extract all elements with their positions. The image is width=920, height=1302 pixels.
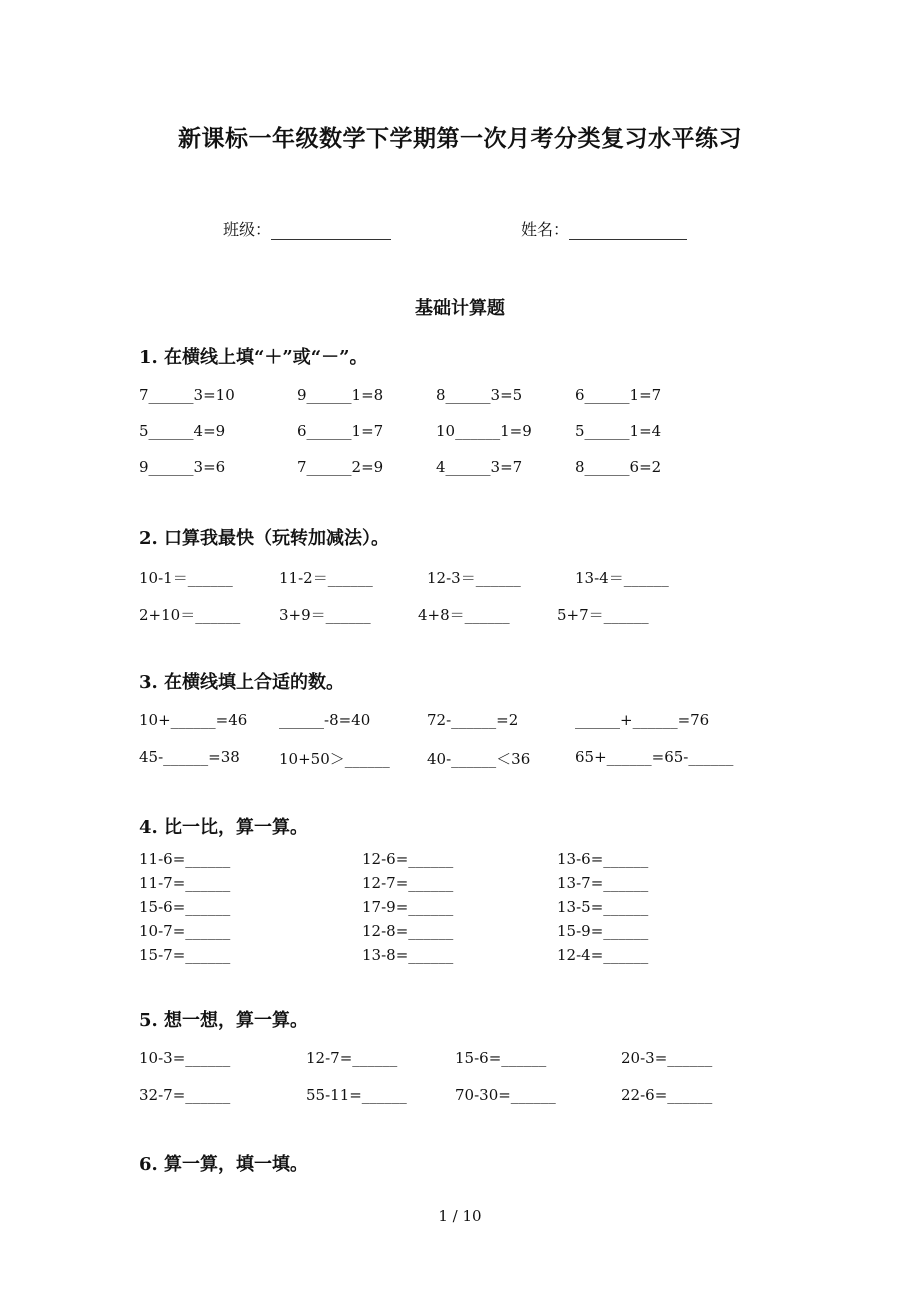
- question-3-title: 3. 在横线填上合适的数。: [139, 672, 345, 693]
- q3-item[interactable]: 10+50＞______: [279, 750, 390, 768]
- q2-item[interactable]: 3+9＝______: [279, 606, 371, 624]
- q1-item[interactable]: 8______3=5: [436, 386, 523, 404]
- q5-item[interactable]: 10-3=______: [139, 1049, 231, 1067]
- q3-item[interactable]: 45-______=38: [139, 748, 240, 766]
- q2-item[interactable]: 2+10＝______: [139, 606, 241, 624]
- q4-item[interactable]: 13-6=______: [557, 850, 649, 868]
- q4-item[interactable]: 15-9=______: [557, 922, 649, 940]
- q4-item[interactable]: 17-9=______: [362, 898, 454, 916]
- q2-item[interactable]: 13-4＝______: [575, 569, 669, 587]
- q2-item[interactable]: 11-2＝______: [279, 569, 373, 587]
- q1-item[interactable]: 5______1=4: [575, 422, 662, 440]
- q5-item[interactable]: 32-7=______: [139, 1086, 231, 1104]
- q4-item[interactable]: 15-6=______: [139, 898, 231, 916]
- q1-item[interactable]: 9______1=8: [297, 386, 384, 404]
- q1-item[interactable]: 5______4=9: [139, 422, 226, 440]
- q2-item[interactable]: 5+7＝______: [557, 606, 649, 624]
- q4-item[interactable]: 13-7=______: [557, 874, 649, 892]
- q1-item[interactable]: 10______1=9: [436, 422, 532, 440]
- q4-item[interactable]: 15-7=______: [139, 946, 231, 964]
- q4-item[interactable]: 12-7=______: [362, 874, 454, 892]
- question-5-title: 5. 想一想，算一算。: [139, 1010, 309, 1031]
- q5-item[interactable]: 15-6=______: [455, 1049, 547, 1067]
- name-blank[interactable]: [569, 223, 687, 240]
- q3-item[interactable]: 40-______＜36: [427, 750, 531, 768]
- q5-item[interactable]: 12-7=______: [306, 1049, 398, 1067]
- class-label: 班级：: [223, 220, 272, 239]
- q4-item[interactable]: 11-6=______: [139, 850, 231, 868]
- q1-item[interactable]: 6______1=7: [297, 422, 384, 440]
- q1-item[interactable]: 9______3=6: [139, 458, 226, 476]
- q1-item[interactable]: 6______1=7: [575, 386, 662, 404]
- q2-item[interactable]: 12-3＝______: [427, 569, 521, 587]
- q4-item[interactable]: 11-7=______: [139, 874, 231, 892]
- question-4-title: 4. 比一比，算一算。: [139, 817, 309, 838]
- q4-item[interactable]: 10-7=______: [139, 922, 231, 940]
- q4-item[interactable]: 12-4=______: [557, 946, 649, 964]
- q4-item[interactable]: 12-8=______: [362, 922, 454, 940]
- page-number: 1 / 10: [438, 1207, 482, 1225]
- q1-item[interactable]: 7______2=9: [297, 458, 384, 476]
- q5-item[interactable]: 55-11=______: [306, 1086, 407, 1104]
- q2-item[interactable]: 10-1＝______: [139, 569, 233, 587]
- q5-item[interactable]: 70-30=______: [455, 1086, 556, 1104]
- q1-item[interactable]: 4______3=7: [436, 458, 523, 476]
- q4-item[interactable]: 13-8=______: [362, 946, 454, 964]
- name-label: 姓名：: [521, 220, 570, 239]
- question-2-title: 2. 口算我最快（玩转加减法）。: [139, 528, 390, 549]
- q3-item[interactable]: ______+______=76: [575, 711, 710, 729]
- question-6-title: 6. 算一算，填一填。: [139, 1154, 309, 1175]
- q3-item[interactable]: 72-______=2: [427, 711, 519, 729]
- q5-item[interactable]: 20-3=______: [621, 1049, 713, 1067]
- q3-item[interactable]: ______-8=40: [279, 711, 371, 729]
- q4-item[interactable]: 12-6=______: [362, 850, 454, 868]
- q2-item[interactable]: 4+8＝______: [418, 606, 510, 624]
- q4-item[interactable]: 13-5=______: [557, 898, 649, 916]
- q5-item[interactable]: 22-6=______: [621, 1086, 713, 1104]
- document-title: 新课标一年级数学下学期第一次月考分类复习水平练习: [178, 125, 742, 152]
- name-field: [521, 217, 687, 240]
- class-field: [223, 217, 391, 240]
- q3-item[interactable]: 65+______=65-______: [575, 748, 734, 766]
- section-title: 基础计算题: [415, 298, 505, 319]
- class-blank[interactable]: [271, 223, 391, 240]
- question-1-title: 1. 在横线上填“＋”或“－”。: [139, 347, 368, 368]
- q3-item[interactable]: 10+______=46: [139, 711, 248, 729]
- q1-item[interactable]: 8______6=2: [575, 458, 662, 476]
- q1-item[interactable]: 7______3=10: [139, 386, 235, 404]
